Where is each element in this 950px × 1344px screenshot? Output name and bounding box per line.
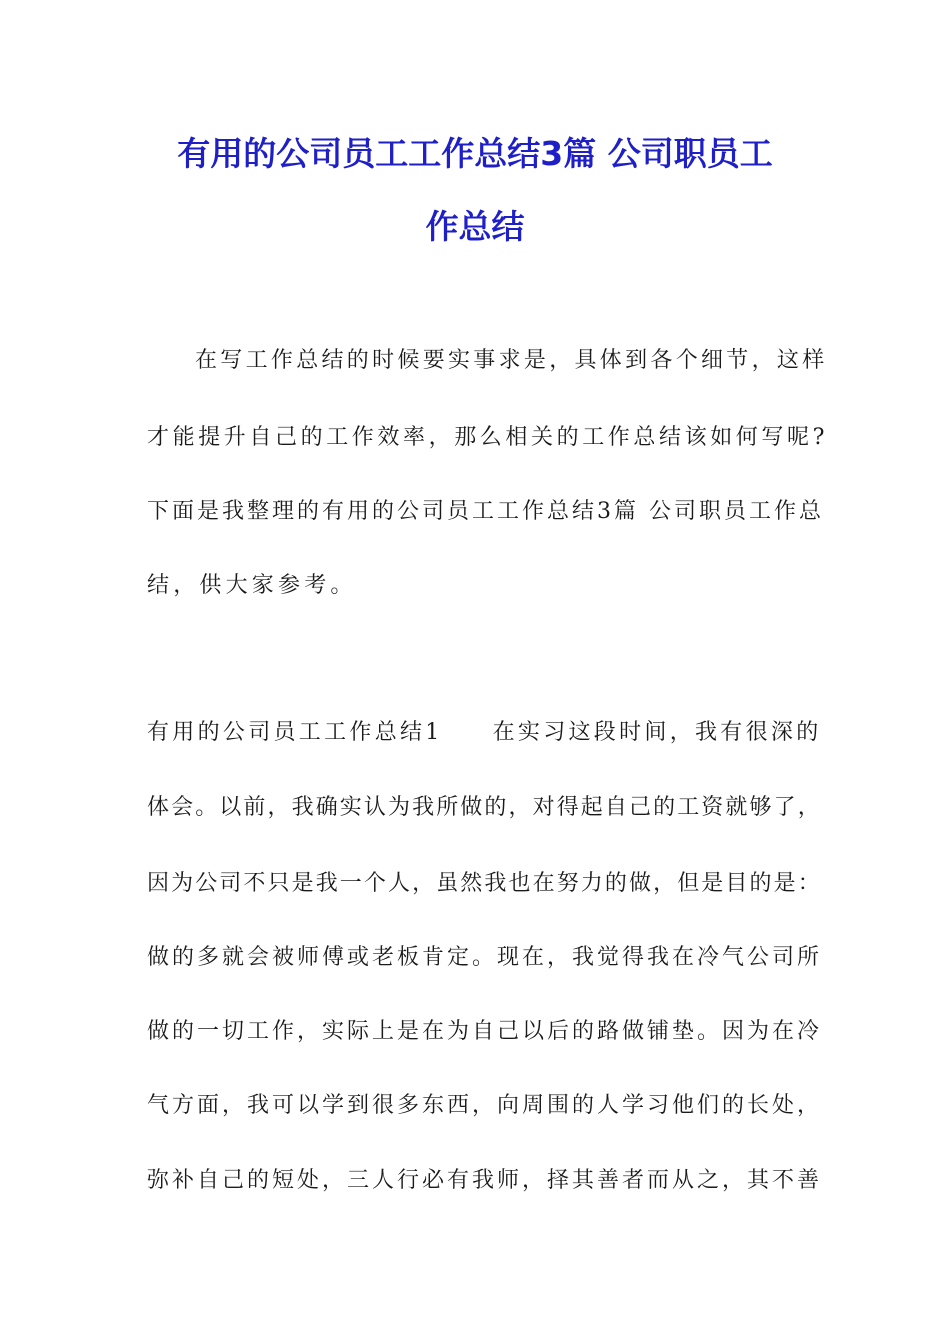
section1-first-line xyxy=(147,718,827,748)
section1-first-line-text: 在实习这段时间，我有很深的 xyxy=(492,720,822,745)
section1-line-6: 气方面，我可以学到很多东西，向周围的人学习他们的长处， xyxy=(147,1093,823,1118)
intro-line-3: 下面是我整理的有用的公司员工工作总结3篇 公司职员工作总 xyxy=(147,499,824,524)
section1-line-7: 弥补自己的短处，三人行必有我师，择其善者而从之，其不善 xyxy=(147,1168,823,1193)
intro-line-4: 结，供大家参考。 xyxy=(147,573,357,598)
section1-line-2: 体会。以前，我确实认为我所做的，对得起自己的工资就够了， xyxy=(147,795,822,820)
document-title-line-1: 有用的公司员工工作总结3篇 公司职员工 xyxy=(177,134,773,173)
document-title-line-2: 作总结 xyxy=(425,207,525,246)
intro-line-1: 在写工作总结的时候要实事求是，具体到各个细节，这样 xyxy=(195,348,828,373)
section1-heading: 有用的公司员工工作总结1 xyxy=(147,720,443,745)
section1-line-4: 做的多就会被师傅或老板肯定。现在，我觉得我在冷气公司所 xyxy=(147,945,823,970)
section1-line-5: 做的一切工作，实际上是在为自己以后的路做铺垫。因为在冷 xyxy=(147,1019,823,1044)
intro-line-2: 才能提升自己的工作效率，那么相关的工作总结该如何写呢? xyxy=(147,425,828,450)
section1-line-3: 因为公司不只是我一个人，虽然我也在努力的做，但是目的是： xyxy=(147,871,822,896)
